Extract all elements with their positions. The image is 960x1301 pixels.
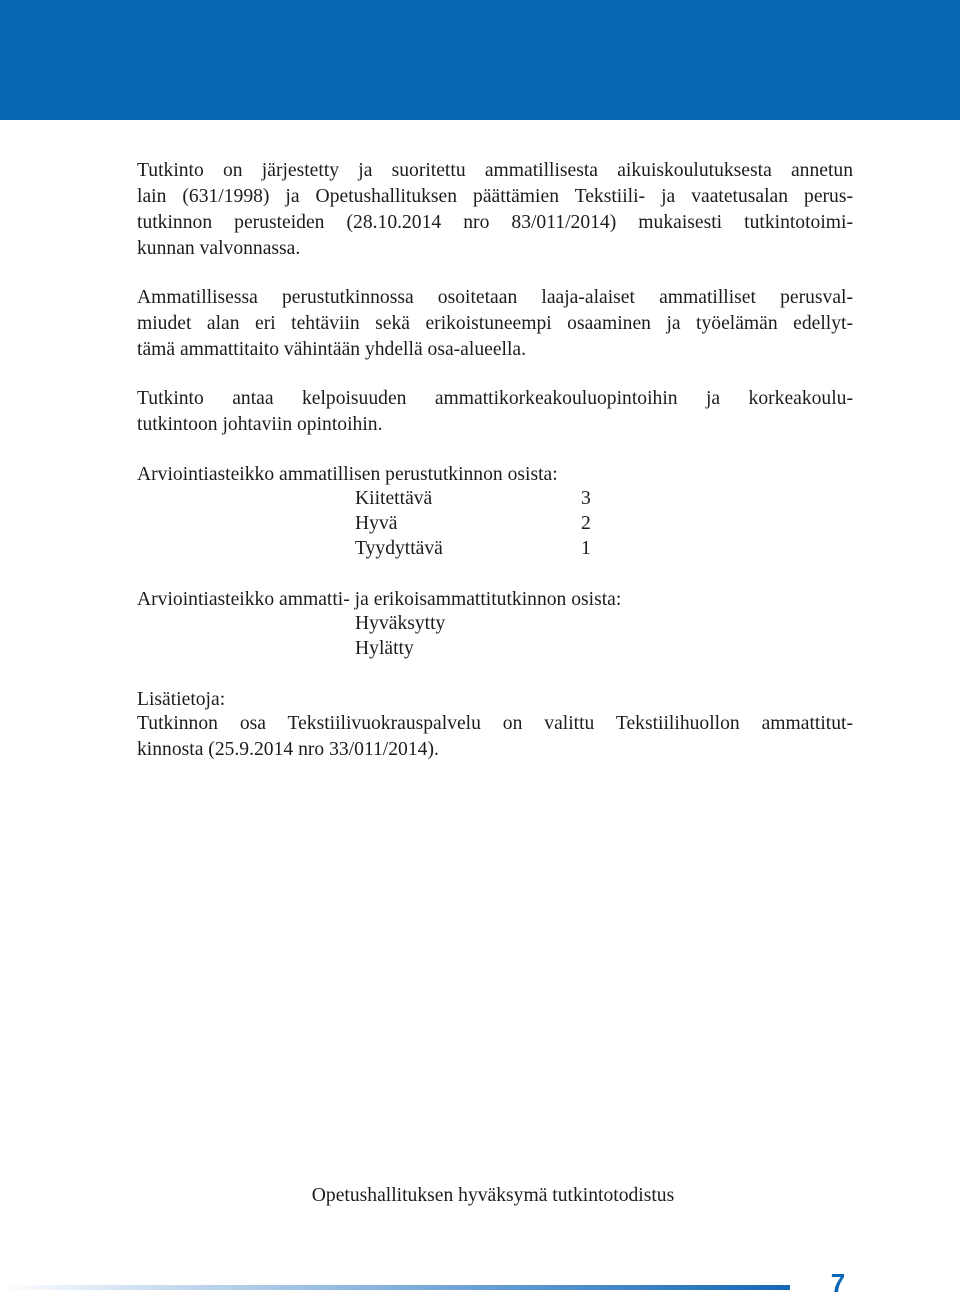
grade-value: 2 bbox=[581, 513, 591, 534]
footer-gradient-rule bbox=[0, 1285, 790, 1290]
grade-label: Kiitettävä bbox=[355, 488, 433, 509]
text-line: tutkinnon perusteiden (28.10.2014 nro 83/011/2014) mukaisesti tutkintotoimi- bbox=[137, 212, 853, 233]
paragraph-eligibility bbox=[137, 386, 853, 438]
grade-row bbox=[355, 511, 591, 537]
page-number: 7 bbox=[830, 1268, 846, 1298]
additional-info-heading: Lisätietoja: bbox=[137, 689, 226, 710]
header-band bbox=[0, 0, 960, 120]
grade-label: Tyydyttävä bbox=[355, 538, 443, 559]
text-line: tämä ammattitaito vähintään yhdellä osa-alueella. bbox=[137, 339, 526, 360]
grade-label: Hylätty bbox=[355, 638, 414, 659]
text-line: kinnosta (25.9.2014 nro 33/011/2014). bbox=[137, 739, 439, 760]
additional-info-text bbox=[137, 711, 853, 763]
grade-row bbox=[355, 636, 414, 662]
grade-label: Hyvä bbox=[355, 513, 398, 534]
text-line: Tutkinto antaa kelpoisuuden ammattikorkeakouluopintoihin ja korkeakoulu- bbox=[137, 388, 853, 409]
text-line: tutkintoon johtaviin opintoihin. bbox=[137, 414, 383, 435]
paragraph-exam-basis bbox=[137, 158, 853, 262]
grade-row bbox=[355, 536, 591, 562]
grade-row bbox=[355, 611, 445, 637]
text-line: Tutkinto on järjestetty ja suoritettu ammatillisesta aikuiskoulutuksesta annetun bbox=[137, 160, 853, 181]
text-line: Ammatillisessa perustutkinnossa osoitetaan laaja-alaiset ammatilliset perusval- bbox=[137, 287, 853, 308]
grade-value: 1 bbox=[581, 538, 591, 559]
grade-row bbox=[355, 486, 591, 512]
paragraph-competence bbox=[137, 285, 853, 363]
grade-label: Hyväksytty bbox=[355, 613, 446, 634]
text-line: lain (631/1998) ja Opetushallituksen päättämien Tekstiili- ja vaatetusalan perus- bbox=[137, 186, 853, 207]
grading-scale-1-heading: Arviointiasteikko ammatillisen perustutkinnon osista: bbox=[137, 464, 558, 485]
grade-value: 3 bbox=[581, 488, 591, 509]
certificate-caption: Opetushallituksen hyväksymä tutkintotodistus bbox=[311, 1185, 675, 1206]
text-line: Tutkinnon osa Tekstiilivuokrauspalvelu on valittu Tekstiilihuollon ammattitut- bbox=[137, 713, 853, 734]
text-line: kunnan valvonnassa. bbox=[137, 238, 301, 259]
grading-scale-2-heading: Arviointiasteikko ammatti- ja erikoisammattitutkinnon osista: bbox=[137, 589, 622, 610]
text-line: miudet alan eri tehtäviin sekä erikoistuneempi osaaminen ja työelämän edellyt- bbox=[137, 313, 853, 334]
